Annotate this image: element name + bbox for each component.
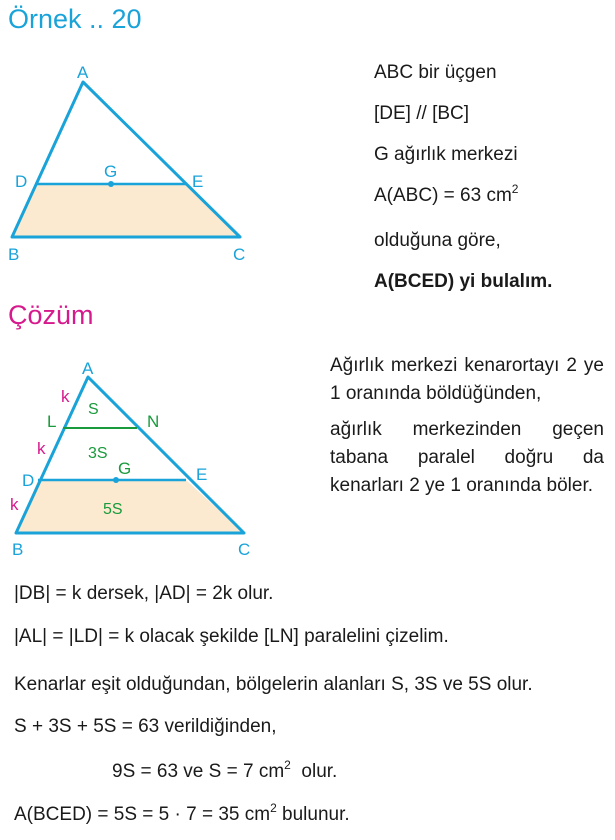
label-b: B xyxy=(8,245,20,264)
label-l: L xyxy=(47,412,57,431)
example-triangle-figure xyxy=(0,60,260,270)
given-line-4: A(ABC) = 63 $cm^2$ xyxy=(374,182,519,206)
solution-line-1: |DB| = k dersek, |AD| = 2k olur. xyxy=(14,583,274,604)
question: A(BCED) yi bulalım. xyxy=(374,271,553,292)
label-k-bottom: k xyxy=(10,495,19,514)
area-s: S xyxy=(88,401,99,418)
label-d: D xyxy=(22,471,35,490)
solution-title: Çözüm xyxy=(8,300,94,330)
solution-line-2: |AL| = |LD| = k olacak şekilde [LN] paralelini çizelim. xyxy=(14,626,449,647)
label-k-top: k xyxy=(61,387,70,406)
solution-line-4: S + 3S + 5S = 63 verildiğinden, xyxy=(14,716,277,737)
label-k-middle: k xyxy=(37,439,46,458)
area-5s: 5S xyxy=(103,501,123,518)
label-d: D xyxy=(15,172,28,191)
example-title: Örnek .. 20 xyxy=(8,4,142,34)
label-g: G xyxy=(118,459,132,478)
area-3s: 3S xyxy=(88,445,108,462)
solution-explanation xyxy=(330,352,604,500)
label-e: E xyxy=(192,172,204,191)
label-c: C xyxy=(238,540,251,559)
label-c: C xyxy=(233,245,246,264)
centroid-g-point xyxy=(108,181,114,187)
label-a: A xyxy=(82,359,94,378)
label-e: E xyxy=(196,465,208,484)
label-n: N xyxy=(147,412,160,431)
solution-triangle-figure xyxy=(0,350,270,565)
solution-paragraph-1: Ağırlık merkezi kenarortayı 2 ye 1 oranında böldüğünden, xyxy=(330,355,604,404)
given-line-2: [DE] // [BC] xyxy=(374,103,470,124)
solution-line-6: A(BCED) = 5S = 5 · 7 = 35 $cm^2$ bulunur. xyxy=(14,801,350,825)
given-line-5: olduğuna göre, xyxy=(374,230,501,251)
solution-line-5: 9S = 63 ve S = 7 $cm^2$ olur. xyxy=(112,758,338,782)
label-g: G xyxy=(104,162,118,181)
given-line-1: ABC bir üçgen xyxy=(374,62,497,83)
solution-line-3: Kenarlar eşit olduğundan, bölgelerin alanları S, 3S ve 5S olur. xyxy=(14,674,533,695)
solution-paragraph-2: ağırlık merkezinden geçen tabana paralel doğru da kenarları 2 ye 1 oranında böler. xyxy=(330,419,604,496)
trapezoid-bced-fill xyxy=(12,184,240,237)
region-5s-fill xyxy=(16,480,244,533)
label-a: A xyxy=(77,63,89,82)
label-b: B xyxy=(12,540,24,559)
given-line-3: G ağırlık merkezi xyxy=(374,144,518,165)
